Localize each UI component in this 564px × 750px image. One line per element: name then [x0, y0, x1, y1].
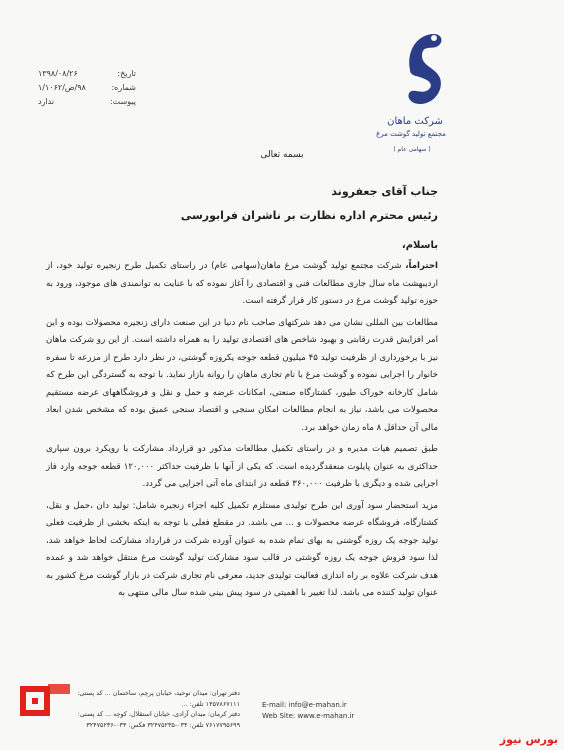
- website-text: Web Site: www.e-mahan.ir: [262, 712, 355, 720]
- date-value: ۱۳۹۸/۰۸/۲۶: [38, 68, 78, 78]
- date-label: تاریخ:: [117, 68, 136, 78]
- watermark-text: بورس نیوز: [499, 733, 558, 746]
- paragraph-1: [46, 258, 438, 311]
- kerman-office: دفتر کرمان: میدان آزادی، خیابان استقلال، کوچه ... کد پستی: ۷۶۱۷۷۹۵۶۹۹ تلفن: ۰۳۴-۳۲۴۷۵۲۳۵ فکس: ۰۳۴-۳۲۴۷۵۲۳۶: [77, 710, 240, 729]
- date-row: [36, 66, 136, 80]
- recipient-name: جناب آقای جعفروند: [331, 185, 438, 198]
- company-logo-icon: [404, 30, 446, 108]
- footer-addresses: [72, 688, 240, 730]
- company-subtitle: مجتمع تولید گوشت مرغ: [376, 130, 446, 138]
- recipient-block: [138, 180, 438, 228]
- attachment-value: ندارد: [38, 96, 55, 106]
- company-name: شرکت ماهان: [387, 116, 443, 127]
- email-text: E-mail: info@e-mahan.ir: [262, 701, 347, 709]
- watermark-logo-icon: [14, 676, 74, 722]
- attachment-label: پیوست:: [109, 96, 136, 106]
- footer-contact: [262, 700, 354, 722]
- bismillah-heading: بسمه تعالی: [260, 150, 304, 160]
- letter-body: [46, 258, 438, 607]
- tehran-office: دفتر تهران: میدان توحید، خیابان پرچم، ساختمان ... کد پستی: ۱۴۵۷۸۶۷۱۱۱ تلفن: ...: [77, 689, 240, 708]
- paragraph-1-text: شرکت مجتمع تولید گوشت مرغ ماهان(سهامی عام) در راستای تکمیل طرح زنجیره تولید خود، از اردیبهشت ماه سال جاری مطالعات فنی و اقتصادی را آغاز نموده که با عنایت به توانمندی های موجود، ورود به حوزه تولید گوشت مرغ در دستور کار قرار گرفته است.: [46, 261, 438, 306]
- paragraph-2: مطالعات بین المللی نشان می دهد شرکتهای صاحب نام دنیا در این صنعت دارای زنجیره محصولات بوده و این امر افزایش قدرت رقابتی و بهبود شاخص های اقتصادی تولید را به همراه داشته است. از این رو شرکت ماهان نیز با برخورداری از ظرفیت تولید ۴۵ میلیون قطعه جوجه یکروزه گوشتی، در نظر دارد طرح از مزرعه تا سفره خانوار را اجرایی نموده و گوشت مرغ با نام تجاری ماهان را روانه بازار نماید. با توجه به گستردگی این طرح که شامل کارخانه خوراک طیور، کشتارگاه صنعتی، امکانات عرضه و حمل و نقل و فروشگاههای عرضه مستقیم محصولات می باشد، نیاز به انجام مطالعات امکان سنجی و اقتصاد سنجی عمیق بوده که مشخص شدن ابعاد مالی آن حداقل ۸ ماه زمان خواهد برد.: [46, 317, 438, 433]
- letter-meta: [36, 66, 136, 108]
- number-value: ۹۸/ص/۱/۱۰۶۲: [38, 82, 86, 92]
- paragraph-3: طبق تصمیم هیات مدیره و در راستای تکمیل مطالعات مذکور دو قرارداد مشارکت با رویکرد برون سپاری حداکثری به عنوان پایلوت منعقدگردیده است. که یکی از آنها با ظرفیت حداکثر ۱۲۰,۰۰۰ قطعه جوجه وارد فاز اجرایی شده و دیگری با ظرفیت ۳۶۰,۰۰۰ قطعه در ابتدای ماه آتی اجرایی می گردد.: [46, 444, 438, 489]
- salutation: باسلام،: [401, 240, 438, 251]
- paragraph-4: مزید استحضار سود آوری این طرح تولیدی مستلزم تکمیل کلیه اجزاء زنجیره شامل: تولید دان ،حمل و نقل، کشتارگاه، فروشگاه عرضه محصولات و ... می باشد. در مقطع فعلی با توجه به اینکه بخشی از ظرفیت فعلی تولید جوجه یک روزه گوشتی به بهای تمام شده به عنوان آورده شرکت در قرارداد مشارکت لحاظ خواهد شد، لذا سود فروش جوجه یک روزه گوشتی در قالب سود مشارکت تولید گوشت مرغ منتقل خواهد شد و عمده هدف شرکت علاوه بر راه اندازی فعالیت تولیدی جدید، معرفی نام تجاری شرکت در بازار گوشت مرغ کشور به عنوان تولید کننده می باشد. لذا تغییر با اهمیتی در سود پیش بینی شده سال مالی منتهی به: [46, 500, 438, 598]
- recipient-title: رئیس محترم اداره نظارت بر ناشران فرابورسی: [180, 209, 438, 222]
- company-type: ( سهامی عام ): [393, 146, 431, 153]
- number-label: شماره:: [111, 82, 136, 92]
- number-row: [36, 80, 136, 94]
- paragraph-1-lead: احتراماً،: [405, 261, 439, 271]
- attachment-row: [36, 94, 136, 108]
